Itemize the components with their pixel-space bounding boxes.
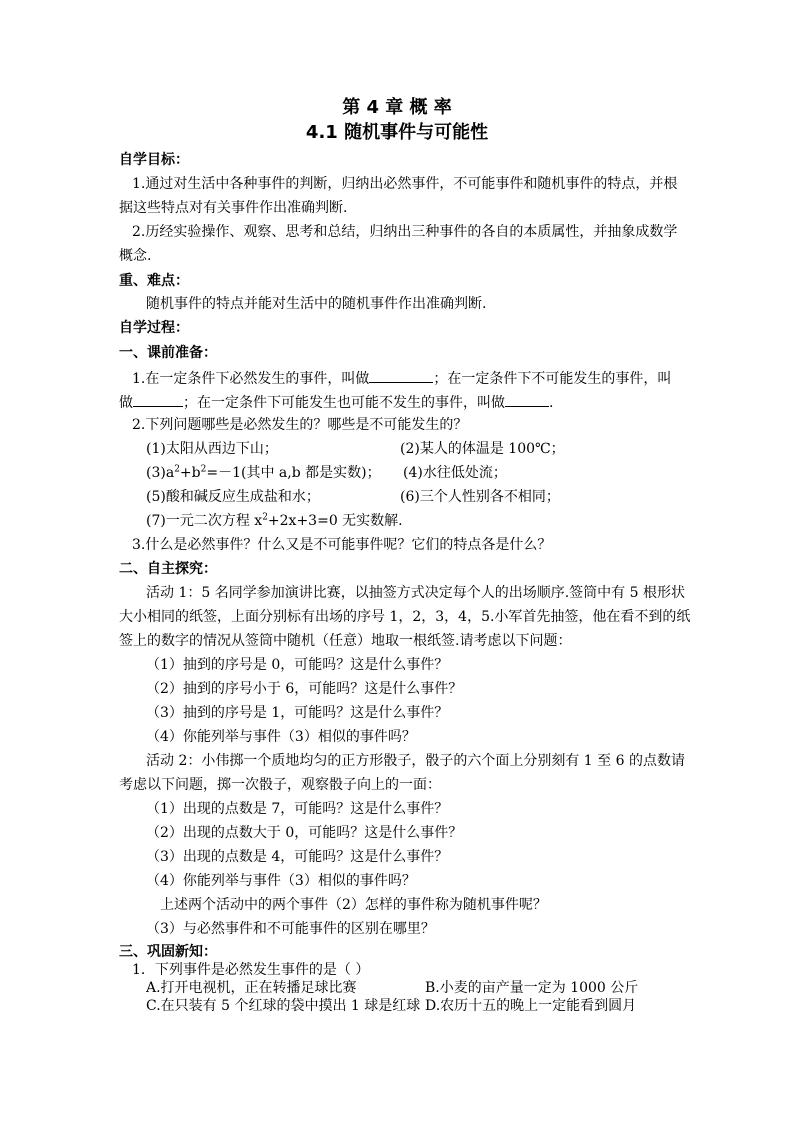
- prep-heading: 一、课前准备：: [119, 345, 217, 361]
- prep-q2-item-1: (1)太阳从西边下山；: [146, 441, 278, 457]
- item-7-text-a: (7)一元二次方程 x: [146, 513, 263, 529]
- item-3-text-b: +b: [179, 465, 201, 481]
- option-a: A.打开电视机，正在转播足球比赛: [146, 980, 357, 996]
- key-points-heading: 重、难点：: [119, 273, 189, 289]
- activity-2-line-1: 活动 2：小伟掷一个质地均匀的正方形骰子，骰子的六个面上分别刻有 1 至 6 的点数请: [146, 753, 685, 769]
- consolidate-heading: 三、巩固新知：: [119, 944, 217, 960]
- option-d: D.农历十五的晚上一定能看到圆月: [425, 998, 637, 1014]
- item-7-exponent: 2: [262, 512, 268, 523]
- item-7-text-b: +2x+3=0 无实数解.: [267, 513, 403, 529]
- option-b: B.小麦的亩产量一定为 1000 公斤: [425, 980, 639, 996]
- prep-q2-item-2: (2)某人的体温是 100℃；: [400, 441, 565, 457]
- activity-2-line-2: 考虑以下问题，掷一次骰子，观察骰子向上的一面：: [119, 777, 441, 793]
- goal-1-line-2: 据这些特点对有关事件作出准确判断.: [119, 200, 348, 216]
- goal-1-line-1: 1.通过对生活中各种事件的判断，归纳出必然事件，不可能事件和随机事件的特点，并根: [132, 176, 678, 192]
- prep-q2-item-3: [146, 466, 381, 480]
- activity-2-question-3: （3）出现的点数是 4，可能吗？这是什么事件？: [146, 849, 449, 865]
- answer-blank-1: [369, 370, 433, 383]
- prep-q3: 3.什么是必然事件？什么又是不可能事件呢？它们的特点各是什么？: [132, 537, 552, 553]
- goal-2-line-1: 2.历经实验操作、观察、思考和总结，归纳出三种事件的各自的本质属性，并抽象成数学: [132, 224, 678, 240]
- prep-q1-line-2: [119, 394, 553, 410]
- prep-q1-text-c: 做: [119, 395, 133, 411]
- prep-q2-item-6: (6)三个人性别各不相同；: [400, 489, 560, 505]
- item-3-exponent-2: 2: [200, 464, 207, 475]
- process-heading: 自学过程：: [119, 320, 189, 336]
- summary-question-2: （3）与必然事件和不可能事件的区别在哪里？: [146, 921, 435, 937]
- answer-blank-3: [505, 394, 549, 407]
- activity-1-question-4: （4）你能列举与事件（3）相似的事件吗？: [146, 729, 416, 745]
- prep-q1-text-d: ；在一定条件下可能发生也可能不发生的事件，叫做: [183, 395, 505, 411]
- activity-1-line-2: 大小相同的纸签，上面分别标有出场的序号 1，2，3，4，5.小军首先抽签，他在看不到的纸: [119, 609, 691, 625]
- consolidate-question-1: 1．下列事件是必然发生事件的是（ ）: [132, 962, 370, 978]
- activity-2-question-4: （4）你能列举与事件（3）相似的事件吗？: [146, 873, 416, 889]
- prep-q2-item-5: (5)酸和碱反应生成盐和水；: [146, 489, 320, 505]
- prep-q1-text-a: 1.在一定条件下必然发生的事件，叫做: [132, 371, 370, 387]
- summary-question-1: 上述两个活动中的两个事件（2）怎样的事件称为随机事件呢？: [160, 897, 547, 913]
- explore-heading: 二、自主探究：: [119, 561, 217, 577]
- section-title: 4.1 随机事件与可能性: [305, 122, 489, 143]
- activity-1-line-1: 活动 1：5 名同学参加演讲比赛，以抽签方式决定每个人的出场顺序.签筒中有 5 根形状: [146, 585, 685, 601]
- prep-q2-item-7: [146, 514, 403, 528]
- item-3-text-c: =－1(其中 a,b 都是实数)；: [206, 465, 381, 481]
- chapter-title: 第 4 章 概 率: [342, 97, 452, 118]
- option-c: C.在只装有 5 个红球的袋中摸出 1 球是红球: [146, 998, 421, 1014]
- prep-q1-text-b: ；在一定条件下不可能发生的事件，叫: [433, 371, 672, 387]
- activity-2-question-2: （2）出现的点数大于 0，可能吗？这是什么事件？: [146, 825, 463, 841]
- answer-blank-2: [133, 394, 183, 407]
- item-3-text-a: (3)a: [146, 465, 175, 481]
- prep-q2: 2.下列问题哪些是必然发生的？哪些是不可能发生的？: [132, 417, 468, 433]
- prep-q1-end: .: [549, 395, 554, 411]
- item-3-exponent-1: 2: [174, 464, 180, 475]
- activity-1-line-3: 签上的数字的情况从签筒中随机（任意）地取一根纸签.请考虑以下问题：: [119, 633, 572, 649]
- activity-1-question-3: （3）抽到的序号是 1，可能吗？这是什么事件？: [146, 705, 449, 721]
- prep-q1-line-1: [132, 370, 671, 386]
- activity-2-question-1: （1）出现的点数是 7，可能吗？这是什么事件？: [146, 801, 449, 817]
- goal-2-line-2: 概念.: [119, 248, 152, 264]
- activity-1-question-2: （2）抽到的序号小于 6，可能吗？这是什么事件？: [146, 681, 463, 697]
- key-points-text: 随机事件的特点并能对生活中的随机事件作出准确判断.: [146, 296, 487, 312]
- activity-1-question-1: （1）抽到的序号是 0，可能吗？这是什么事件？: [146, 657, 449, 673]
- goals-heading: 自学目标：: [119, 152, 189, 168]
- prep-q2-item-4: (4)水往低处流；: [403, 465, 507, 481]
